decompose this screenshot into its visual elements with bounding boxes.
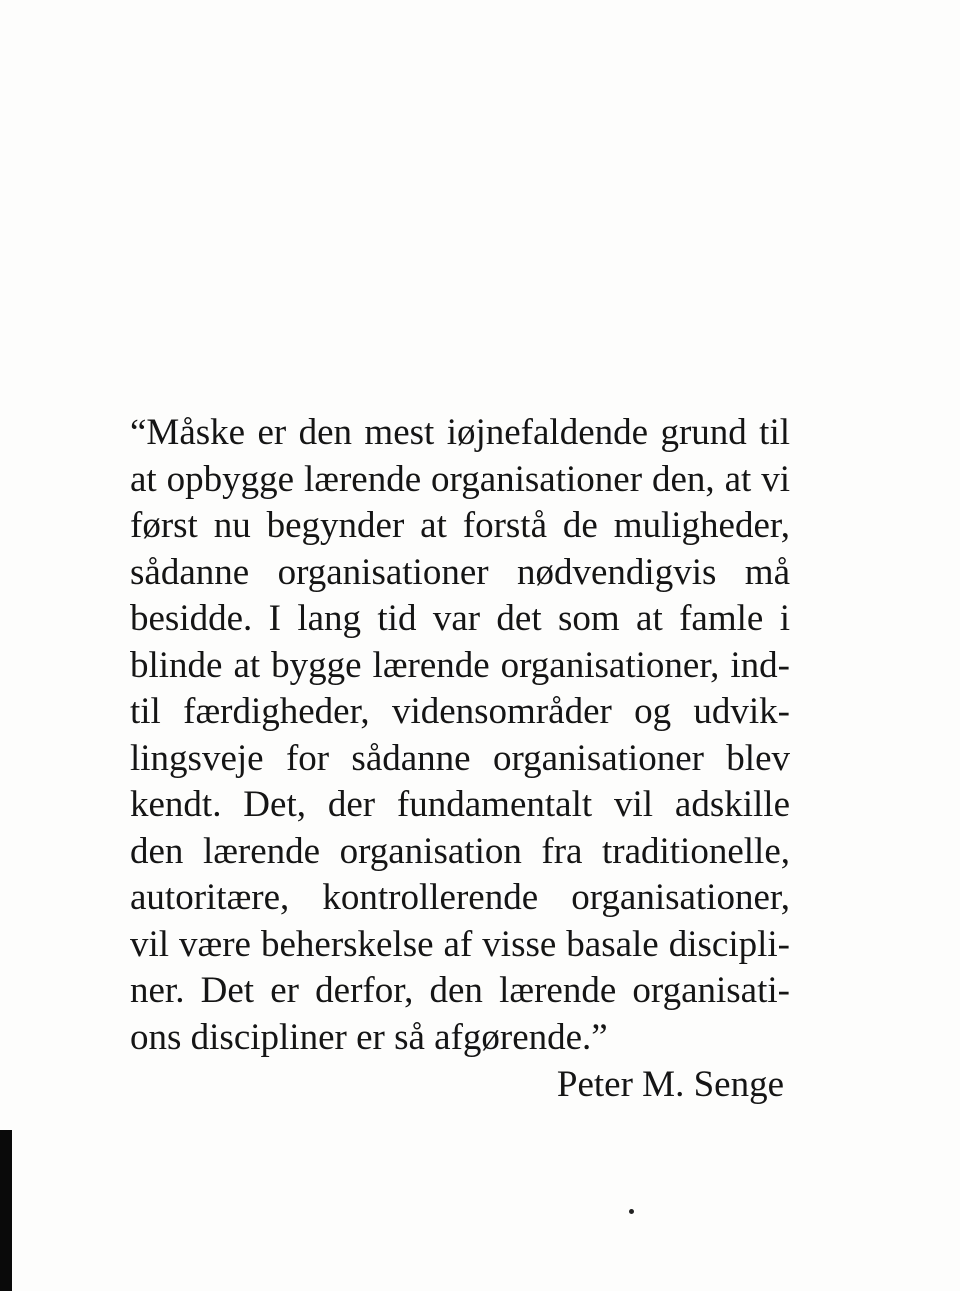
quote-line: til færdigheder, vidensområder og udvik- xyxy=(130,691,790,732)
quote-line: først nu begynder at forstå de muligheder, xyxy=(130,505,790,546)
quote-line: den lærende organisation fra traditionelle, xyxy=(130,830,790,872)
scan-speck xyxy=(629,1209,634,1214)
quote-line: “Måske er den mest iøjnefaldende grund til xyxy=(130,412,790,453)
quote-line: ner. Det er derfor, den lærende organisati- xyxy=(130,970,790,1011)
quote-line: autoritære, kontrollerende organisationer, xyxy=(130,877,790,918)
quote-block xyxy=(130,410,790,1061)
quote-line: ons discipliner er så afgørende.” xyxy=(130,1016,608,1058)
quote-line: lingsveje for sådanne organisationer blev xyxy=(130,737,790,779)
quote-line: blinde at bygge lærende organisationer, ind- xyxy=(130,644,790,686)
quote-line: kendt. Det, der fundamentalt vil adskille xyxy=(130,784,790,825)
scan-edge-shadow xyxy=(0,1130,12,1291)
quote-line: at opbygge lærende organisationer den, at vi xyxy=(130,458,790,500)
quote-line: vil være beherskelse af visse basale discipli- xyxy=(130,923,790,965)
quote-author: Peter M. Senge xyxy=(556,1064,784,1105)
quote-line: sådanne organisationer nødvendigvis må xyxy=(130,551,790,593)
quote-line: besidde. I lang tid var det som at famle i xyxy=(130,598,790,639)
